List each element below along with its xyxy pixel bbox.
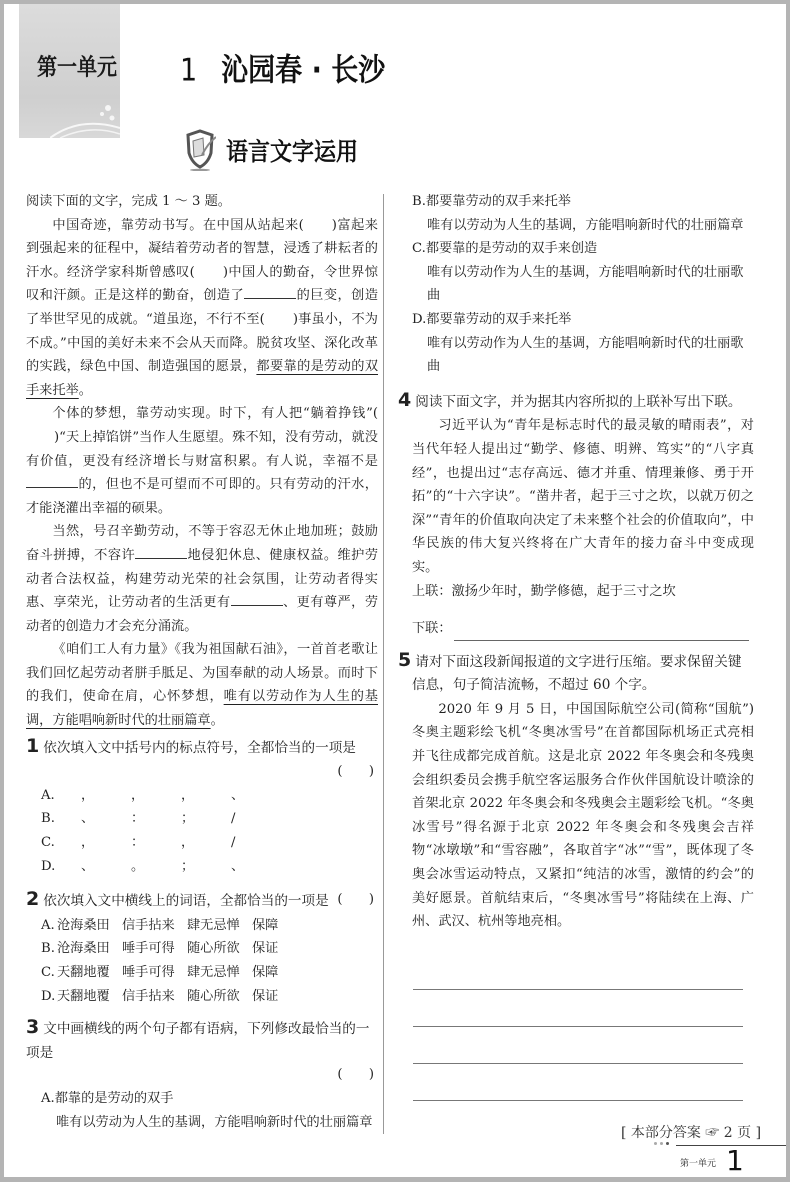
question-5-text: 2020 年 9 月 5 日，中国国际航空公司(简称“国航”)冬奥主题彩绘飞机“冬奥冰雪号”在首都国际机场正式亮相并飞往成都完成首航。这是北京 2022 年冬奥会和冬残奥会组织委员会携手航空客运服务合作伙伴国航设计喷涂的首架北京 2022 年冬奥会和冬残奥会主题彩绘飞机。“冬奥冰雪号”得名源于北京 2022 年冬奥会和冬残奥会吉祥物“冰墩墩”和“雪容融”，各取首字“冰”“雪”，既体现了冬奥会冰雪运动特点，又紧扣“纯洁的冰雪，激情的约会”的美好愿景。首航结束后，“冬奥冰雪号”将陆续在上海、广州、武汉、杭州等地亮相。 <box>412 701 754 930</box>
option-label: A. <box>41 917 55 933</box>
footer-unit-label: 第一单元 <box>680 1159 717 1169</box>
question-1 <box>26 735 378 879</box>
option-line: 都要靠劳动的双手来托举 <box>426 311 572 327</box>
option-a[interactable] <box>26 784 378 808</box>
option-item: 信手拈来 <box>122 917 175 933</box>
workbook-page <box>4 4 786 1177</box>
option-item: 保证 <box>252 941 279 957</box>
question-number: 5 <box>398 648 412 671</box>
option-line: 都靠的是劳动的双手 <box>54 1090 174 1106</box>
passage-paragraph-2 <box>26 402 378 520</box>
unit-tab <box>19 4 120 138</box>
text-segment: )富起来到强起来的征程中，凝结着劳动者的智慧，浸透了耕耘者的汗水。经济学家科斯曾感叹( <box>26 217 378 280</box>
text-segment: 中国奇迹，靠劳动书写。在中国从站起来( <box>52 217 304 233</box>
lesson-title <box>180 45 385 90</box>
option-line: 唯有以劳动作为人生的基调，方能唱响新时代的壮丽歌曲 <box>427 335 744 375</box>
text-segment: 当然，号召辛勤劳动，不等于容忍无休止地加班；鼓励奋斗拼搏，不容许 <box>26 524 378 563</box>
question-3 <box>26 1016 378 1134</box>
right-column <box>398 190 754 934</box>
option-label: C. <box>41 835 55 851</box>
question-stem: 依次填入文中括号内的标点符号，全都恰当的一项是 <box>43 739 356 756</box>
answer-line-1[interactable] <box>413 989 743 990</box>
section-title: 语言文字运用 <box>226 138 359 166</box>
option-d[interactable] <box>26 985 378 1009</box>
option-item: 沧海桑田 <box>57 917 110 933</box>
xialian-input-line[interactable] <box>454 626 749 641</box>
option-item: 随心所欲 <box>187 941 240 957</box>
answer-parentheses[interactable]: ( ) <box>337 1067 374 1083</box>
option-b[interactable] <box>26 937 378 961</box>
option-item: 保证 <box>252 988 279 1004</box>
option-label: C. <box>41 965 55 980</box>
text-segment: 《咱们工人有力量》《我为祖国献石油》，一首首老歌让我们回忆起劳动者胼手胝足、为国奉献的动人场景。而时下的我们，使命在肩，心怀梦想， <box>26 642 378 705</box>
text-segment: )中国人的勤奋，令世界惊叹和汗颜。正是这样的勤奋，创造了 <box>26 264 378 304</box>
option-item: ： <box>131 811 145 827</box>
shanglian: 上联：激扬少年时，勤学修德，起于三寸之坎 <box>412 583 676 599</box>
option-d[interactable] <box>412 308 754 379</box>
xialian-field[interactable] <box>398 617 754 641</box>
option-item: 天翻地覆 <box>57 965 110 980</box>
text-segment: 、更有尊严，劳动者的创造力才会充分涌流。 <box>26 595 379 634</box>
answer-parentheses[interactable]: ( ) <box>337 892 374 908</box>
option-line: 都要靠的是劳动的双手来创造 <box>425 241 598 257</box>
question-number: 3 <box>26 1016 40 1039</box>
option-item: 沧海桑田 <box>57 941 110 957</box>
question-2 <box>26 888 378 1008</box>
option-item: 肆无忌惮 <box>187 917 240 933</box>
option-item: / <box>231 835 236 851</box>
left-column <box>26 190 378 1134</box>
text-segment: )“天上掉馅饼”当作人生愿望。殊不知，没有劳动，就没有价值，更没有经济增长与财富积累。有人说，幸福不是 <box>26 429 378 469</box>
answer-line-2[interactable] <box>413 1026 743 1027</box>
question-stem: 请对下面这段新闻报道的文字进行压缩。要求保留关键信息，句子简洁流畅，不超过 60 个字。 <box>412 653 742 694</box>
fill-blank <box>231 593 283 606</box>
option-item: 唾手可得 <box>122 941 175 957</box>
option-item: 唾手可得 <box>122 965 175 980</box>
fill-blank <box>135 546 187 559</box>
fill-blank <box>26 475 78 488</box>
question-4-text: 习近平认为“青年是标志时代的最灵敏的晴雨表”，对当代年轻人提出过“勤学、修德、明辨、笃实”的“八字真经”，也提出过“志存高远、德才并重、情理兼修、勇于开拓”的“十六字诀”。“凿井者，起于三寸之坎，以就万仞之深”“青年的价值取向决定了未来整个社会的价值取向”，中华民族的伟大复兴终将在广大青年的接力奋斗中变成现实。 <box>412 418 754 575</box>
option-a[interactable] <box>26 1087 378 1134</box>
lesson-name: 沁园春 · 长沙 <box>221 53 386 89</box>
option-label: A. <box>41 1090 55 1106</box>
option-c[interactable] <box>26 961 378 985</box>
decorative-swirl-icon <box>50 98 120 138</box>
shield-book-pen-icon <box>184 129 216 171</box>
passage-paragraph-1 <box>26 214 378 403</box>
footer-dots-icon <box>654 1142 669 1145</box>
question-number: 1 <box>26 734 40 757</box>
option-c[interactable] <box>412 237 754 308</box>
option-item: 肆无忌惮 <box>187 965 240 980</box>
underlined-sentence-1: 都要靠的是劳动的双手来托举 <box>26 359 379 398</box>
option-label: D. <box>412 311 427 327</box>
option-item: 。 <box>131 858 145 874</box>
passage-intro: 阅读下面的文字，完成 1 ～ 3 题。 <box>26 194 231 209</box>
option-item: 信手拈来 <box>122 988 175 1004</box>
option-item: 保障 <box>252 917 279 933</box>
option-item: 、 <box>81 811 95 827</box>
option-item: 天翻地覆 <box>57 988 110 1004</box>
option-line: 唯有以劳动为人生的基调，方能唱响新时代的壮丽篇章 <box>427 217 744 233</box>
xialian-label: 下联： <box>412 621 452 637</box>
passage-paragraph-3 <box>26 520 378 638</box>
option-d[interactable] <box>26 855 378 879</box>
option-label: B. <box>412 194 426 209</box>
question-stem: 阅读下面文字，并为据其内容所拟的上联补写出下联。 <box>415 393 742 410</box>
option-item: ， <box>81 835 95 851</box>
question-number: 4 <box>398 388 412 411</box>
option-item: 、 <box>81 858 95 874</box>
option-label: A. <box>41 787 55 803</box>
option-item: ； <box>181 811 195 827</box>
option-item: ； <box>181 858 195 874</box>
answer-parentheses[interactable]: ( ) <box>337 764 374 780</box>
option-item: ， <box>131 787 145 803</box>
option-a[interactable] <box>26 914 378 938</box>
text-segment: 地侵犯休息、健康权益。维护劳动者合法权益，构建劳动光荣的社会氛围，让劳动者得实惠、享荣光，让劳动者的生活更有 <box>26 547 379 611</box>
question-number: 2 <box>26 888 40 911</box>
option-item: / <box>231 811 236 827</box>
passage-paragraph-4 <box>26 638 378 732</box>
answer-line-3[interactable] <box>413 1063 743 1064</box>
option-item: 、 <box>231 787 245 803</box>
option-item: 保障 <box>252 965 279 980</box>
question-4 <box>398 389 754 641</box>
question-stem: 文中画横线的两个句子都有语病，下列修改最恰当的一项是 <box>26 1021 370 1061</box>
option-b[interactable] <box>26 807 378 831</box>
lesson-number: 1 <box>180 53 198 89</box>
unit-label: 第一单元 <box>37 52 117 81</box>
option-label: D. <box>41 988 56 1004</box>
answer-reference: [ 本部分答案 ☞ 2 页 ] <box>621 1125 762 1141</box>
question-stem: 依次填入文中横线上的词语，全都恰当的一项是 <box>43 893 329 910</box>
text-segment: 。 <box>210 713 224 729</box>
fill-blank <box>244 286 296 299</box>
underlined-sentence-2: 唯有以劳动作为人生的基调，方能唱响新时代的壮丽篇章 <box>26 689 378 729</box>
option-item: ： <box>131 835 145 851</box>
option-label: B. <box>41 941 55 957</box>
page-number: 1 <box>726 1144 744 1177</box>
option-item: ， <box>181 787 195 803</box>
option-c[interactable] <box>26 831 378 855</box>
option-item: ， <box>181 835 195 851</box>
option-line: 都要靠劳动的双手来托举 <box>425 194 571 209</box>
question-5 <box>398 649 754 934</box>
option-label: D. <box>41 858 56 874</box>
section-heading <box>184 128 358 172</box>
text-segment: 。 <box>78 382 92 398</box>
option-label: C. <box>412 241 426 257</box>
text-segment: )事虽小，不为不成。”中国的美好未来不会从天而降。脱贫攻坚、深化改革的实践，绿色中国、制造强国的愿景， <box>26 311 378 375</box>
option-item: ， <box>81 787 95 803</box>
text-segment: 的，但也不是可望而不可即的。只有劳动的汗水，才能浇灌出幸福的硕果。 <box>26 477 378 516</box>
text-segment: 个体的梦想，靠劳动实现。时下，有人把“躺着挣钱”( <box>52 406 378 422</box>
option-b[interactable] <box>412 190 754 237</box>
option-line: 唯有以劳动为人生的基调，方能唱响新时代的壮丽篇章 <box>56 1114 373 1130</box>
text-segment: 的巨变，创造了举世罕见的成就。“道虽迩，不行不至( <box>26 288 379 327</box>
option-item: 随心所欲 <box>187 988 240 1004</box>
column-divider <box>383 194 384 1134</box>
option-label: B. <box>41 811 55 827</box>
answer-line-4[interactable] <box>413 1100 743 1101</box>
option-item: 、 <box>231 858 245 874</box>
option-line: 唯有以劳动作为人生的基调，方能唱响新时代的壮丽歌曲 <box>427 264 744 304</box>
